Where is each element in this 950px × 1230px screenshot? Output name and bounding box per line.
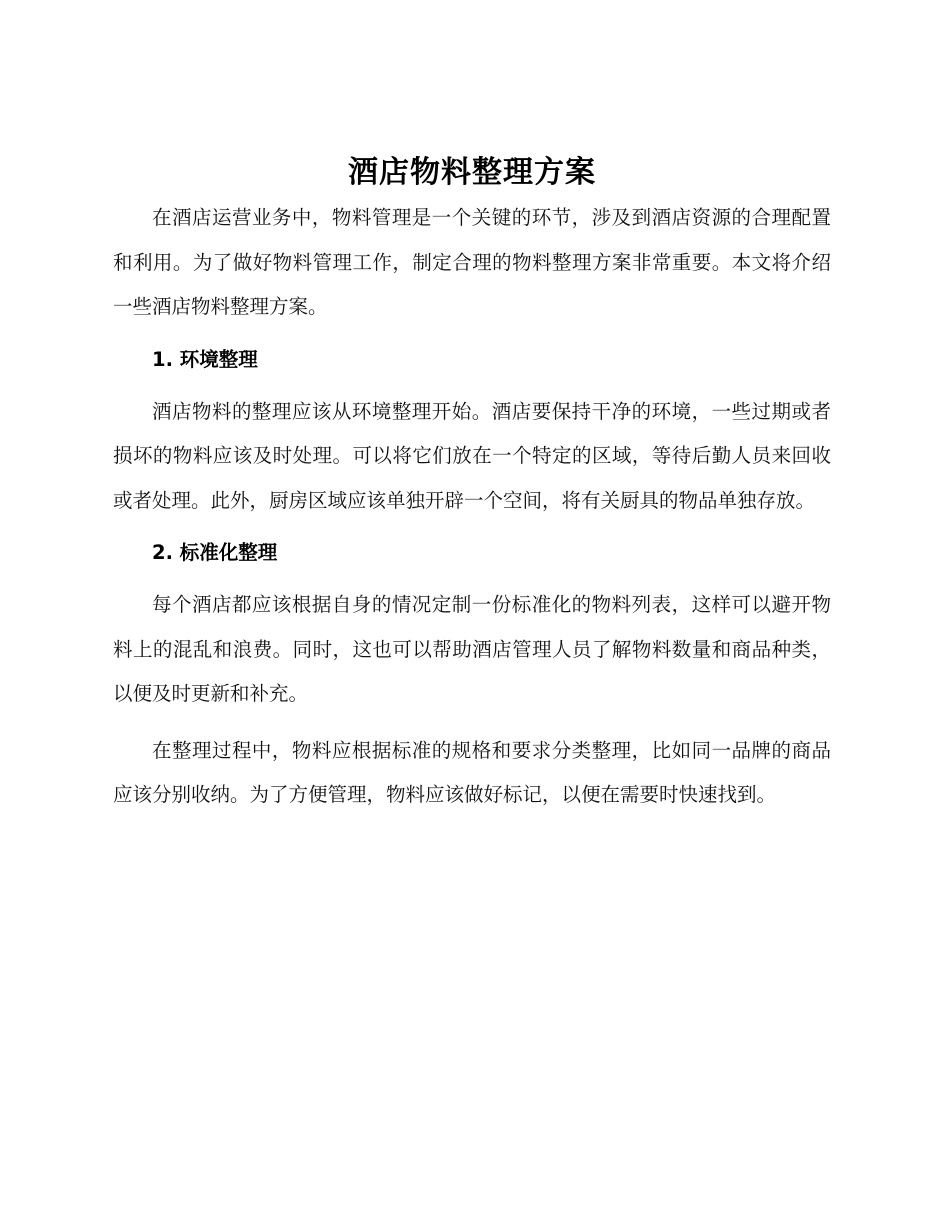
spacer (113, 523, 831, 531)
document-title: 酒店物料整理方案 (348, 155, 596, 190)
document-page (113, 150, 831, 818)
spacer (113, 717, 831, 729)
section-heading-standardization: 2. 标准化整理 (152, 541, 278, 564)
section-paragraph: 在整理过程中，物料应根据标准的规格和要求分类整理，比如同一品牌的商品应该分别收纳。为了方便管理，物料应该做好标记，以便在需要时快速找到。 (113, 738, 831, 806)
section-paragraph: 每个酒店都应该根据自身的情况定制一份标准化的物料列表，这样可以避开物料上的混乱和浪费。同时，这也可以帮助酒店管理人员了解物料数量和商品种类，以便及时更新和补充。 (113, 593, 831, 705)
section-paragraph: 酒店物料的整理应该从环境整理开始。酒店要保持干净的环境，一些过期或者损坏的物料应该及时处理。可以将它们放在一个特定的区域，等待后勤人员来回收或者处理。此外，厨房区域应该单独开辟一个空间，将有关厨具的物品单独存放。 (113, 399, 831, 512)
spacer (113, 575, 831, 583)
intro-paragraph: 在酒店运营业务中，物料管理是一个关键的环节，涉及到酒店资源的合理配置和利用。为了做好物料管理工作，制定合理的物料整理方案非常重要。本文将介绍一些酒店物料整理方案。 (113, 206, 831, 318)
section-heading-environment: 1. 环境整理 (152, 347, 258, 371)
spacer (113, 330, 831, 338)
spacer (113, 382, 831, 390)
